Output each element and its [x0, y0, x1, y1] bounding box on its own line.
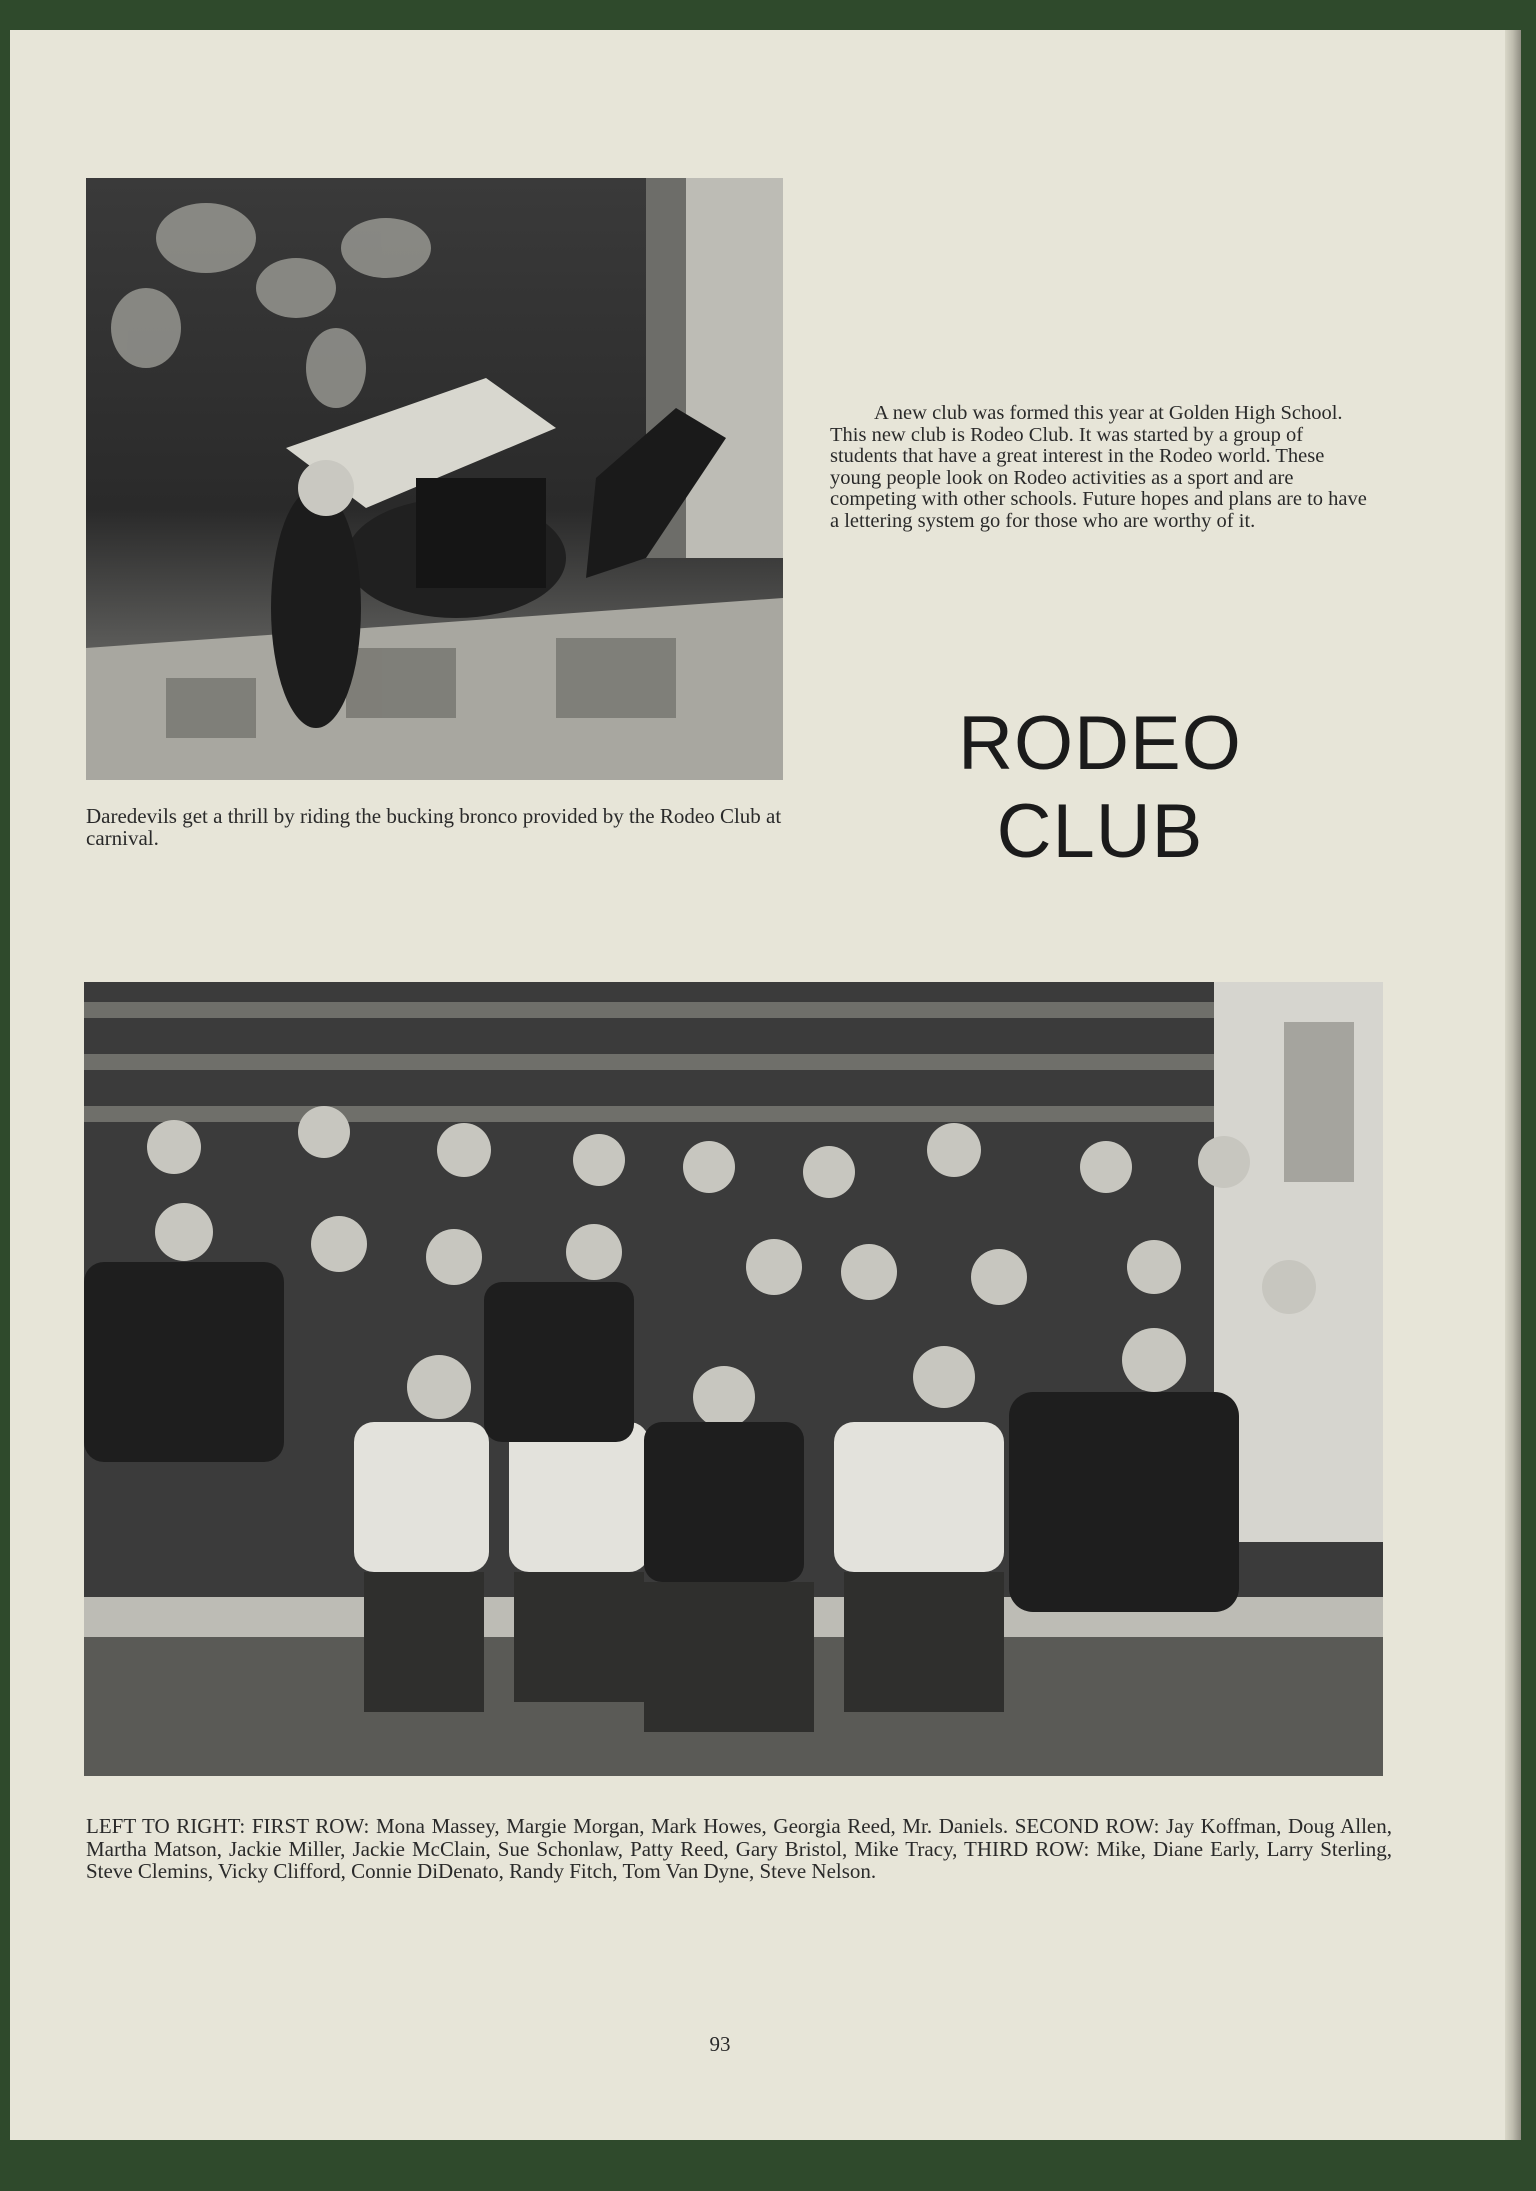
title-line-2: CLUB — [996, 789, 1204, 874]
page-edge — [1505, 30, 1521, 2140]
title-line-1: RODEO — [958, 701, 1242, 786]
page-title — [850, 700, 1350, 876]
bronco-photo-caption: Daredevils get a thrill by riding the bucking bronco provided by the Rodeo Club at carnival. — [86, 804, 782, 850]
bronco-photo — [86, 178, 783, 780]
page-number: 93 — [709, 2032, 731, 2056]
group-photo-caption: LEFT TO RIGHT: FIRST ROW: Mona Massey, Margie Morgan, Mark Howes, Georgia Reed, Mr. Daniels. SECOND ROW: Jay Koffman, Doug Allen, Martha Matson, Jackie Miller, Jackie McClain, Sue Schonlaw, Patty Reed, Gary Bristol, Mike Tracy, THIRD ROW: Mike, Diane Early, Larry Sterling, Steve Clemins, Vicky Clifford, Connie DiDenato, Randy Fitch, Tom Van Dyne, Steve Nelson. — [86, 1814, 1392, 1883]
group-photo — [84, 982, 1383, 1776]
club-description: A new club was formed this year at Golden High School. This new club is Rodeo Club. It was started by a group of students that have a great interest in the Rodeo world. These young people look on Rodeo activities as a sport and are competing with other schools. Future hopes and plans are to have a lettering system go for those who are worthy of it. — [830, 402, 1367, 532]
